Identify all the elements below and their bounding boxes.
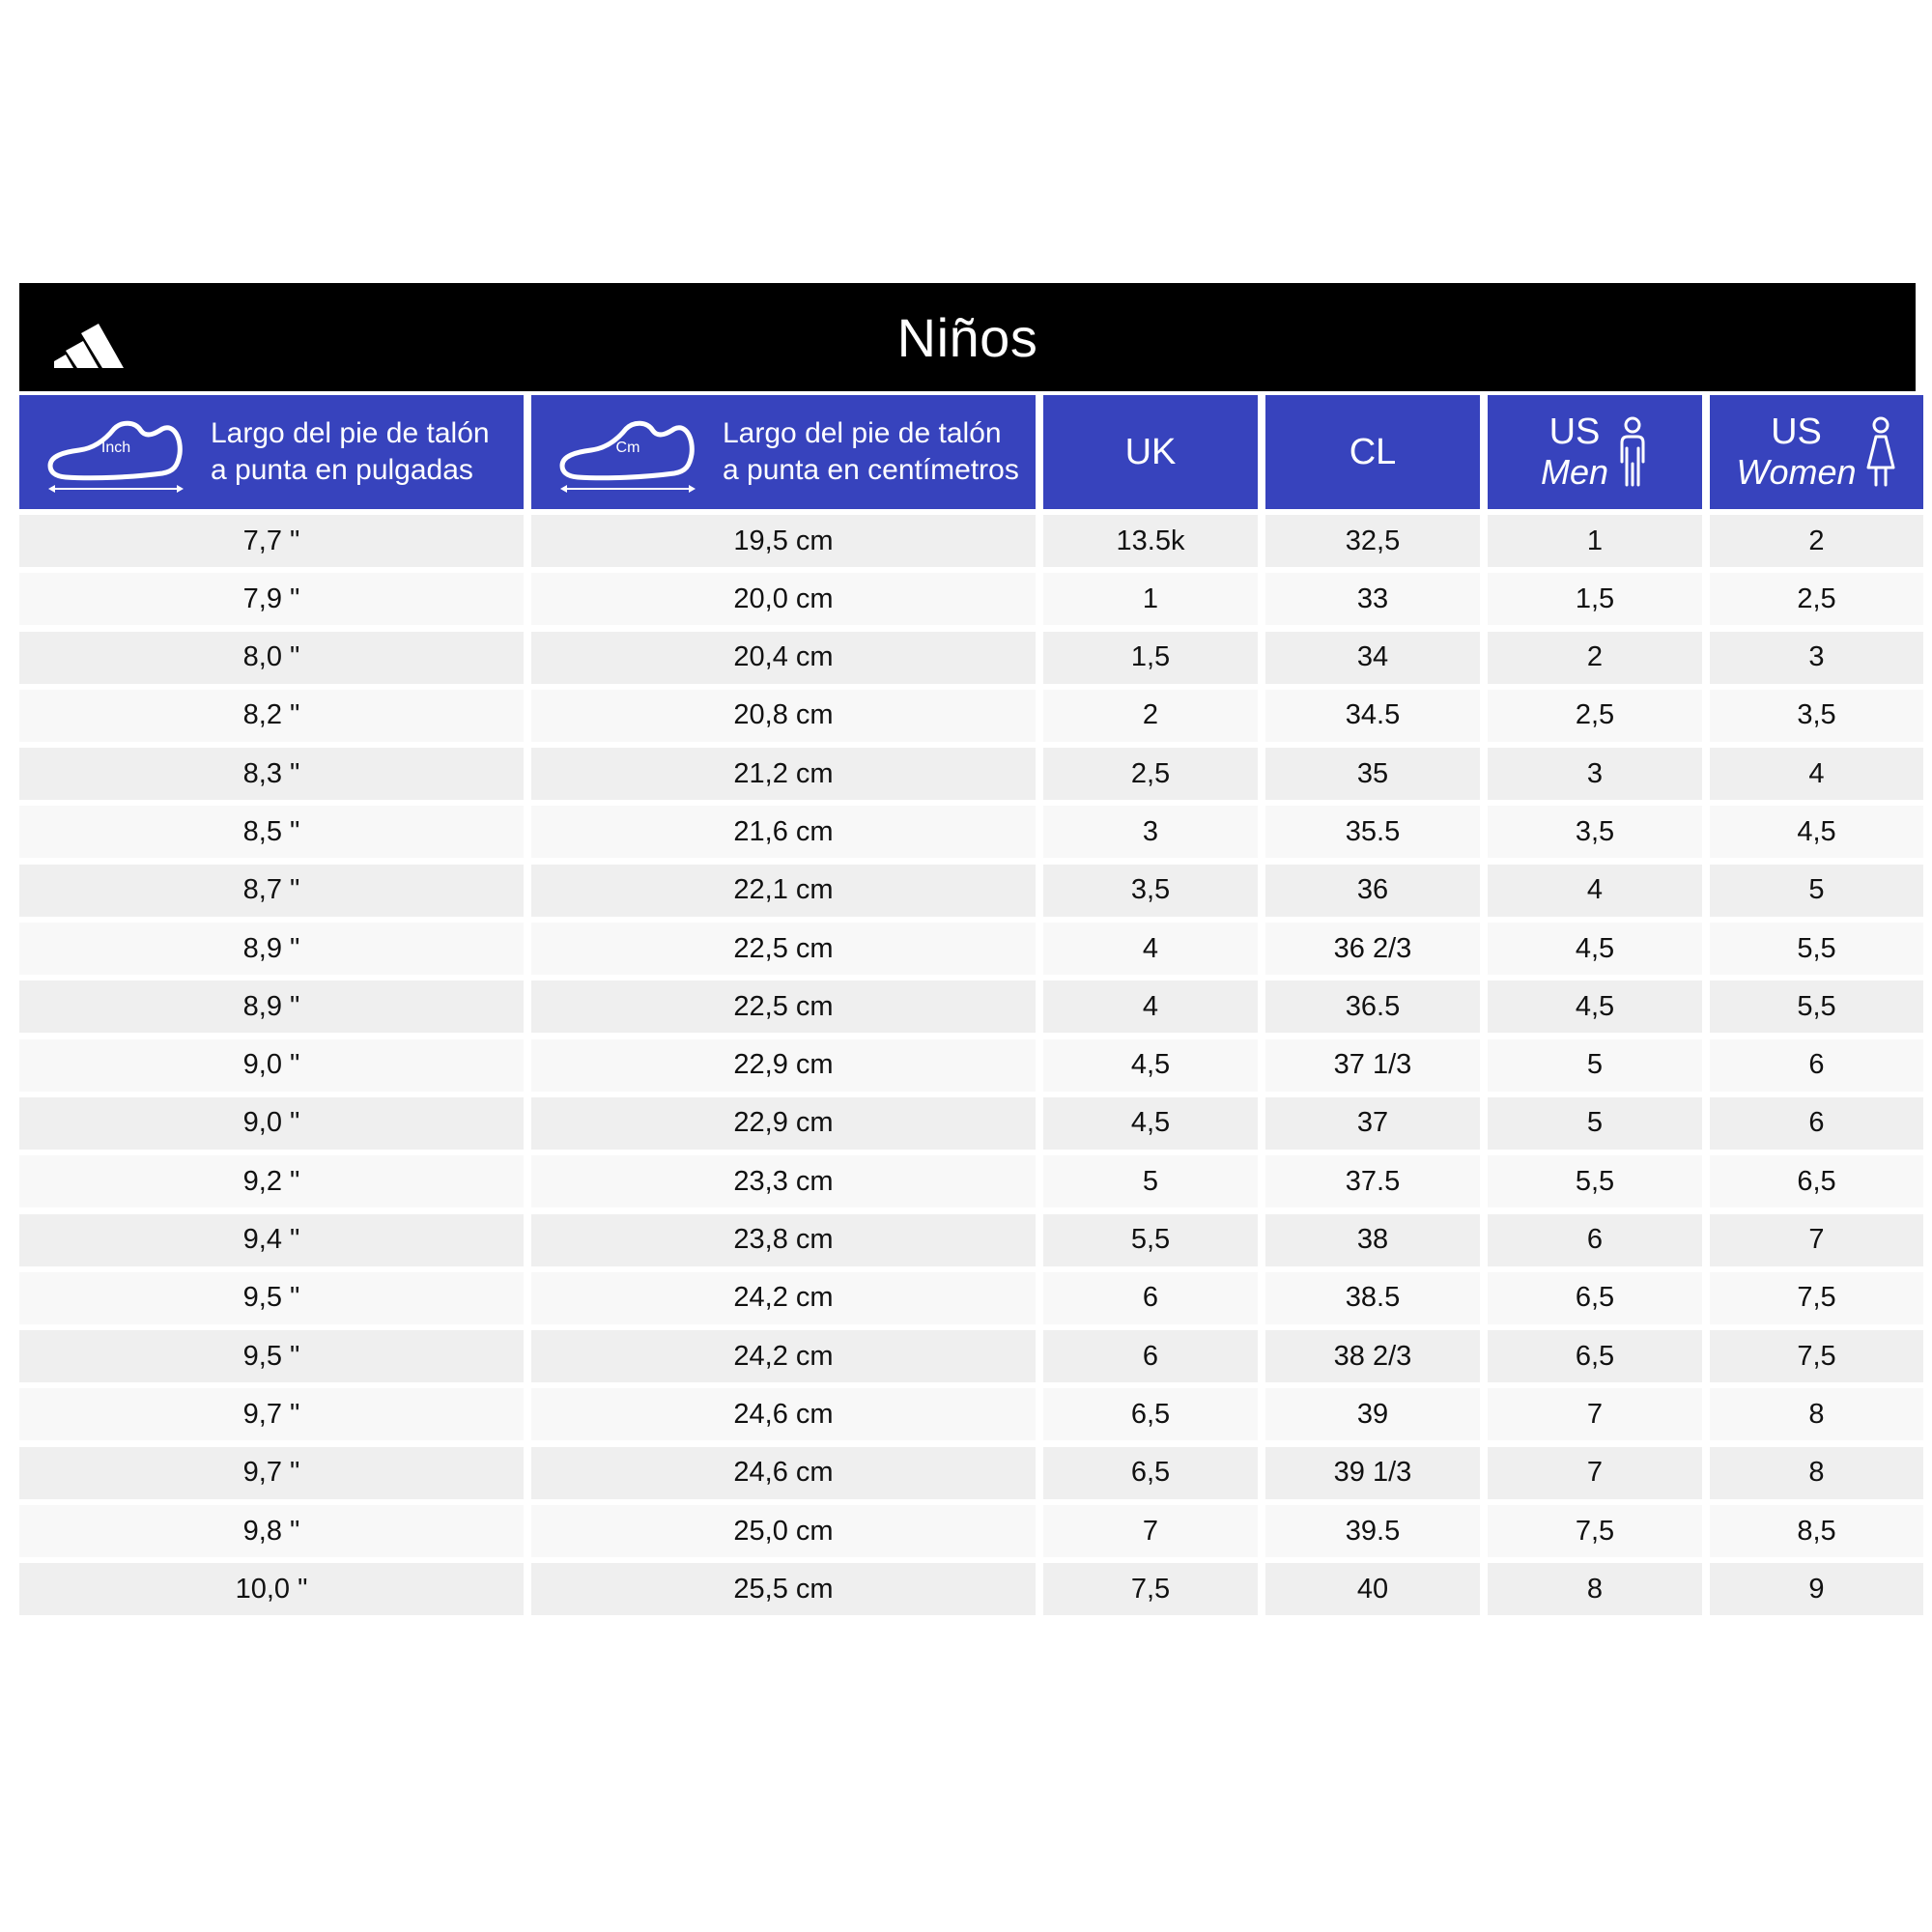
cell-inch: 8,9 " [19,923,524,975]
header-us-men-bottom: Men [1540,452,1609,492]
table-row [19,1447,1916,1499]
cell-cm: 23,3 cm [531,1155,1036,1208]
title-banner [19,283,1916,391]
cell-us-women: 6,5 [1710,1155,1923,1208]
chart-title: Niños [896,306,1038,368]
header-uk-label: UK [1124,431,1177,472]
table-row [19,573,1916,625]
cell-cl: 34 [1265,632,1480,684]
cell-us-women: 5,5 [1710,923,1923,975]
cell-cm: 20,4 cm [531,632,1036,684]
cell-us-men: 1 [1488,515,1702,567]
cell-us-women: 2,5 [1710,573,1923,625]
man-icon [1616,415,1649,489]
cell-us-women: 2 [1710,515,1923,567]
header-us-women-bottom: Women [1736,452,1857,492]
cell-us-women: 3 [1710,632,1923,684]
cell-us-women: 6 [1710,1097,1923,1150]
cell-uk: 4 [1043,923,1258,975]
table-row [19,1505,1916,1557]
cell-cl: 36 2/3 [1265,923,1480,975]
header-cm-line2: a punta en centímetros [723,454,1019,486]
cell-us-men: 6 [1488,1214,1702,1266]
cell-us-women: 7 [1710,1214,1923,1266]
cell-us-men: 7,5 [1488,1505,1702,1557]
cell-inch: 9,0 " [19,1039,524,1092]
cell-us-men: 1,5 [1488,573,1702,625]
cell-inch: 8,3 " [19,748,524,800]
cell-uk: 2,5 [1043,748,1258,800]
table-row [19,1388,1916,1440]
header-inch-line1: Largo del pie de talón [211,417,490,449]
cell-inch: 9,7 " [19,1447,524,1499]
cell-us-women: 6 [1710,1039,1923,1092]
header-row [19,395,1916,509]
cell-us-women: 7,5 [1710,1272,1923,1324]
cell-uk: 5 [1043,1155,1258,1208]
adidas-logo-icon [52,310,153,368]
cell-cl: 35.5 [1265,806,1480,858]
table-row [19,865,1916,917]
cell-cm: 24,2 cm [531,1272,1036,1324]
table-row [19,923,1916,975]
cell-inch: 8,2 " [19,690,524,742]
cell-uk: 6,5 [1043,1447,1258,1499]
cell-inch: 9,4 " [19,1214,524,1266]
cell-uk: 7 [1043,1505,1258,1557]
cell-uk: 4 [1043,980,1258,1033]
cell-us-women: 5 [1710,865,1923,917]
cell-us-men: 2,5 [1488,690,1702,742]
cell-inch: 9,5 " [19,1272,524,1324]
cell-uk: 1 [1043,573,1258,625]
cell-us-men: 5 [1488,1097,1702,1150]
header-us-men-top: US [1548,412,1601,452]
shoe-cm-icon [558,410,697,495]
cell-cl: 33 [1265,573,1480,625]
cell-cl: 36.5 [1265,980,1480,1033]
cell-us-women: 4 [1710,748,1923,800]
cell-us-women: 5,5 [1710,980,1923,1033]
cell-inch: 7,7 " [19,515,524,567]
header-inch [19,395,524,509]
cell-uk: 3 [1043,806,1258,858]
table-row [19,515,1916,567]
cell-inch: 8,0 " [19,632,524,684]
cell-us-women: 9 [1710,1563,1923,1615]
header-us-men [1488,395,1702,509]
table-row [19,1214,1916,1266]
cm-icon-label: Cm [615,440,640,456]
cell-cm: 22,1 cm [531,865,1036,917]
cell-cm: 21,2 cm [531,748,1036,800]
cell-us-women: 3,5 [1710,690,1923,742]
cell-cm: 20,0 cm [531,573,1036,625]
cell-us-men: 6,5 [1488,1330,1702,1382]
table-row [19,690,1916,742]
inch-icon-label: Inch [100,440,131,456]
cell-cl: 39 [1265,1388,1480,1440]
cell-us-men: 8 [1488,1563,1702,1615]
cell-inch: 8,5 " [19,806,524,858]
cell-us-men: 5 [1488,1039,1702,1092]
header-us-women-top: US [1771,412,1822,452]
cell-cl: 32,5 [1265,515,1480,567]
size-chart [19,283,1916,1622]
cell-cl: 39 1/3 [1265,1447,1480,1499]
cell-us-men: 7 [1488,1388,1702,1440]
cell-us-men: 4,5 [1488,980,1702,1033]
cell-cl: 36 [1265,865,1480,917]
cell-cm: 24,2 cm [531,1330,1036,1382]
cell-uk: 3,5 [1043,865,1258,917]
shoe-inch-icon [46,410,185,495]
cell-uk: 6 [1043,1272,1258,1324]
cell-cl: 35 [1265,748,1480,800]
woman-icon [1864,415,1897,489]
cell-us-women: 8,5 [1710,1505,1923,1557]
cell-cm: 25,5 cm [531,1563,1036,1615]
cell-cm: 20,8 cm [531,690,1036,742]
cell-cl: 37 [1265,1097,1480,1150]
table-row [19,1155,1916,1208]
cell-uk: 7,5 [1043,1563,1258,1615]
cell-us-women: 4,5 [1710,806,1923,858]
cell-cm: 24,6 cm [531,1447,1036,1499]
header-inch-line2: a punta en pulgadas [211,454,473,486]
cell-inch: 9,7 " [19,1388,524,1440]
cell-us-women: 8 [1710,1447,1923,1499]
header-uk [1043,395,1258,509]
size-table-body [19,515,1916,1615]
cell-inch: 8,9 " [19,980,524,1033]
table-row [19,1097,1916,1150]
cell-cm: 23,8 cm [531,1214,1036,1266]
cell-us-men: 4 [1488,865,1702,917]
cell-uk: 6,5 [1043,1388,1258,1440]
cell-cl: 38.5 [1265,1272,1480,1324]
table-row [19,748,1916,800]
cell-uk: 4,5 [1043,1039,1258,1092]
table-row [19,806,1916,858]
table-row [19,1039,1916,1092]
header-cm-line1: Largo del pie de talón [723,417,1002,449]
cell-cl: 40 [1265,1563,1480,1615]
cell-us-men: 3,5 [1488,806,1702,858]
header-us-women [1710,395,1923,509]
cell-cl: 37.5 [1265,1155,1480,1208]
header-cl-label: CL [1349,431,1397,472]
cell-us-men: 2 [1488,632,1702,684]
cell-cm: 19,5 cm [531,515,1036,567]
table-row [19,980,1916,1033]
cell-cm: 22,9 cm [531,1097,1036,1150]
table-row [19,1563,1916,1615]
cell-cl: 38 2/3 [1265,1330,1480,1382]
cell-cm: 24,6 cm [531,1388,1036,1440]
cell-us-men: 4,5 [1488,923,1702,975]
cell-cm: 22,5 cm [531,980,1036,1033]
cell-uk: 6 [1043,1330,1258,1382]
cell-cm: 22,5 cm [531,923,1036,975]
header-cm [531,395,1036,509]
cell-us-men: 7 [1488,1447,1702,1499]
cell-inch: 9,0 " [19,1097,524,1150]
cell-cm: 21,6 cm [531,806,1036,858]
cell-uk: 13.5k [1043,515,1258,567]
cell-inch: 8,7 " [19,865,524,917]
cell-inch: 9,8 " [19,1505,524,1557]
cell-cm: 22,9 cm [531,1039,1036,1092]
cell-us-women: 8 [1710,1388,1923,1440]
table-row [19,1330,1916,1382]
cell-us-men: 5,5 [1488,1155,1702,1208]
cell-inch: 9,5 " [19,1330,524,1382]
cell-uk: 2 [1043,690,1258,742]
cell-inch: 9,2 " [19,1155,524,1208]
header-cl [1265,395,1480,509]
cell-cm: 25,0 cm [531,1505,1036,1557]
cell-cl: 39.5 [1265,1505,1480,1557]
cell-us-men: 3 [1488,748,1702,800]
cell-uk: 5,5 [1043,1214,1258,1266]
cell-cl: 37 1/3 [1265,1039,1480,1092]
cell-uk: 4,5 [1043,1097,1258,1150]
cell-us-women: 7,5 [1710,1330,1923,1382]
cell-cl: 34.5 [1265,690,1480,742]
cell-us-men: 6,5 [1488,1272,1702,1324]
cell-inch: 7,9 " [19,573,524,625]
cell-uk: 1,5 [1043,632,1258,684]
table-row [19,632,1916,684]
cell-inch: 10,0 " [19,1563,524,1615]
cell-cl: 38 [1265,1214,1480,1266]
table-row [19,1272,1916,1324]
